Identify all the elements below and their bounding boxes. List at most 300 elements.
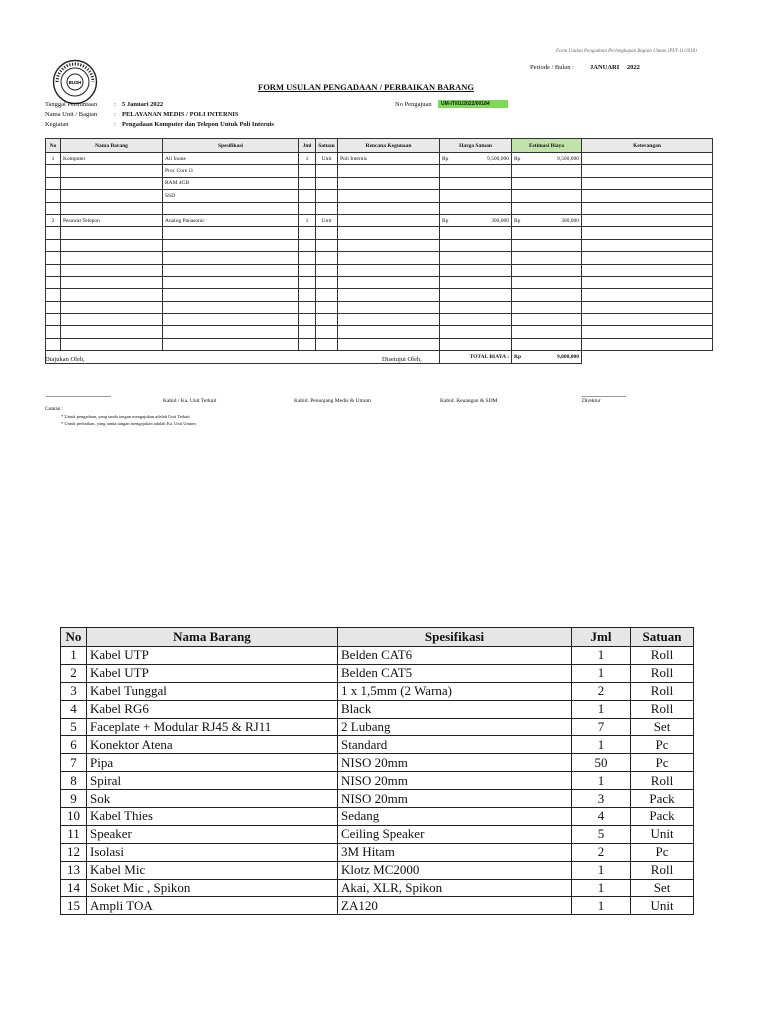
- cell-jml: [299, 177, 316, 189]
- items-cell-no: 13: [61, 861, 87, 879]
- cell-no: [46, 227, 61, 239]
- sign-role-3: Kabid. Keuangan & SDM: [440, 398, 498, 404]
- items-cell-no: 14: [61, 879, 87, 897]
- cell-nama-barang: [61, 264, 163, 276]
- items-cell-spesifikasi: Ceiling Speaker: [338, 825, 572, 843]
- cell-jml: [299, 314, 316, 326]
- cell-rencana: [338, 338, 440, 350]
- items-cell-jml: 1: [572, 700, 631, 718]
- cell-jml: [299, 326, 316, 338]
- cell-harga: [440, 214, 512, 226]
- cell-estimasi: [512, 301, 582, 313]
- cell-no: [46, 264, 61, 276]
- cell-harga: [440, 165, 512, 177]
- items-cell-jml: 7: [572, 718, 631, 736]
- cell-nama-barang: [61, 252, 163, 264]
- items-cell-nama-barang: Konektor Atena: [87, 736, 338, 754]
- col-jml: Jml: [299, 139, 316, 153]
- items-cell-nama-barang: Kabel Thies: [87, 808, 338, 826]
- items-cell-jml: 1: [572, 772, 631, 790]
- cell-harga: [440, 338, 512, 350]
- cell-no: [46, 177, 61, 189]
- items-col-nama-barang: Nama Barang: [87, 628, 338, 647]
- items-cell-satuan: Unit: [631, 825, 694, 843]
- colon: :: [114, 121, 116, 128]
- cell-spesifikasi: [163, 338, 299, 350]
- items-cell-spesifikasi: 3M Hitam: [338, 843, 572, 861]
- items-cell-nama-barang: Kabel UTP: [87, 664, 338, 682]
- items-cell-jml: 1: [572, 897, 631, 915]
- cell-nama-barang: [61, 165, 163, 177]
- cell-keterangan: [582, 239, 713, 251]
- items-cell-nama-barang: Sok: [87, 790, 338, 808]
- hospital-logo: [52, 59, 98, 105]
- total-row: [46, 351, 713, 363]
- items-row: [61, 754, 694, 772]
- cell-jml: [299, 276, 316, 288]
- items-cell-jml: 2: [572, 682, 631, 700]
- signature-line: [46, 396, 111, 397]
- items-row: [61, 718, 694, 736]
- cell-rencana: [338, 301, 440, 313]
- cell-spesifikasi: SSD: [163, 190, 299, 202]
- form-row: [46, 326, 713, 338]
- cell-harga: [440, 190, 512, 202]
- kegiatan-value: Pengadaan Komputer dan Telepon Untuk Poli Internis: [122, 121, 274, 128]
- items-row: [61, 861, 694, 879]
- cell-nama-barang: [61, 227, 163, 239]
- cell-rencana: [338, 239, 440, 251]
- col-keterangan: Keterangan: [582, 139, 713, 153]
- disetujui-label: Disetujui Oleh,: [382, 356, 422, 363]
- total-label: TOTAL BIAYA :: [440, 351, 512, 363]
- cell-jml: [299, 301, 316, 313]
- items-table: [60, 627, 694, 915]
- items-cell-satuan: Roll: [631, 682, 694, 700]
- cell-harga: [440, 276, 512, 288]
- col-satuan: Satuan: [316, 139, 338, 153]
- cell-rencana: [338, 276, 440, 288]
- cell-no: [46, 276, 61, 288]
- items-cell-no: 11: [61, 825, 87, 843]
- cell-rencana: [338, 289, 440, 301]
- items-col-satuan: Satuan: [631, 628, 694, 647]
- cell-jml: [299, 190, 316, 202]
- cell-jml: [299, 239, 316, 251]
- cell-keterangan: [582, 252, 713, 264]
- cell-harga: [440, 326, 512, 338]
- form-row: [46, 252, 713, 264]
- sign-role-1: Kabid / Ka. Unit Terkait: [163, 398, 217, 404]
- form-row: [46, 177, 713, 189]
- col-rencana: Rencana Kegunaan: [338, 139, 440, 153]
- periode-label: Periode / Bulan :: [530, 64, 574, 71]
- cell-keterangan: [582, 289, 713, 301]
- cell-spesifikasi: [163, 326, 299, 338]
- cell-no: [46, 301, 61, 313]
- items-cell-nama-barang: Kabel Tunggal: [87, 682, 338, 700]
- cell-rencana: [338, 326, 440, 338]
- cell-nama-barang: [61, 239, 163, 251]
- cell-keterangan: [582, 314, 713, 326]
- items-col-no: No: [61, 628, 87, 647]
- cell-spesifikasi: [163, 227, 299, 239]
- items-cell-satuan: Roll: [631, 772, 694, 790]
- form-row: [46, 165, 713, 177]
- estimasi-rp: Rp: [514, 155, 521, 162]
- cell-satuan: [316, 252, 338, 264]
- cell-keterangan: [582, 301, 713, 313]
- items-cell-no: 1: [61, 647, 87, 665]
- items-cell-satuan: Roll: [631, 861, 694, 879]
- colon: :: [114, 111, 116, 118]
- items-cell-no: 2: [61, 664, 87, 682]
- cell-nama-barang: Pesawat Telepon: [61, 214, 163, 226]
- cell-no: [46, 165, 61, 177]
- cell-keterangan: [582, 190, 713, 202]
- note-line: * Untuk perbaikan, yang tanda tangan mengajukan adalah Ka. Unit Umum: [61, 421, 196, 426]
- items-cell-nama-barang: Isolasi: [87, 843, 338, 861]
- cell-harga: [440, 301, 512, 313]
- cell-spesifikasi: [163, 289, 299, 301]
- form-row: [46, 239, 713, 251]
- cell-nama-barang: [61, 190, 163, 202]
- items-cell-no: 8: [61, 772, 87, 790]
- unit-value: PELAYANAN MEDIS / POLI INTERNIS: [122, 111, 239, 118]
- cell-keterangan: [582, 264, 713, 276]
- items-cell-no: 15: [61, 897, 87, 915]
- logo-text: BUSH: [68, 80, 82, 85]
- harga-value: 9,500,000: [487, 155, 509, 162]
- items-row: [61, 808, 694, 826]
- items-cell-spesifikasi: 2 Lubang: [338, 718, 572, 736]
- items-cell-spesifikasi: NISO 20mm: [338, 754, 572, 772]
- cell-nama-barang: [61, 202, 163, 214]
- cell-rencana: [338, 190, 440, 202]
- items-cell-no: 12: [61, 843, 87, 861]
- form-table: [45, 138, 713, 364]
- col-no: No: [46, 139, 61, 153]
- cell-keterangan: [582, 202, 713, 214]
- items-cell-satuan: Roll: [631, 700, 694, 718]
- items-col-jml: Jml: [572, 628, 631, 647]
- items-cell-no: 10: [61, 808, 87, 826]
- items-cell-satuan: Unit: [631, 897, 694, 915]
- items-row: [61, 825, 694, 843]
- cell-estimasi: [512, 252, 582, 264]
- cell-nama-barang: [61, 177, 163, 189]
- cell-spesifikasi: Proc Core i3: [163, 165, 299, 177]
- items-row: [61, 736, 694, 754]
- col-harga: Harga Satuan: [440, 139, 512, 153]
- colon: :: [114, 101, 116, 108]
- cell-harga: [440, 153, 512, 165]
- cell-keterangan: [582, 227, 713, 239]
- items-cell-jml: 5: [572, 825, 631, 843]
- cell-jml: [299, 252, 316, 264]
- items-row: [61, 647, 694, 665]
- items-row: [61, 843, 694, 861]
- cell-keterangan: [582, 177, 713, 189]
- cell-harga: [440, 252, 512, 264]
- items-cell-spesifikasi: Belden CAT5: [338, 664, 572, 682]
- items-cell-spesifikasi: 1 x 1,5mm (2 Warna): [338, 682, 572, 700]
- cell-satuan: [316, 190, 338, 202]
- form-row: [46, 276, 713, 288]
- col-nama-barang: Nama Barang: [61, 139, 163, 153]
- items-cell-no: 7: [61, 754, 87, 772]
- cell-rencana: [338, 227, 440, 239]
- items-cell-nama-barang: Kabel UTP: [87, 647, 338, 665]
- estimasi-value: 9,500,000: [557, 155, 579, 162]
- cell-harga: [440, 177, 512, 189]
- cell-rencana: [338, 314, 440, 326]
- form-row: [46, 153, 713, 165]
- items-cell-jml: 50: [572, 754, 631, 772]
- cell-jml: [299, 202, 316, 214]
- form-row: [46, 227, 713, 239]
- items-cell-spesifikasi: Belden CAT6: [338, 647, 572, 665]
- cell-spesifikasi: RAM 4GB: [163, 177, 299, 189]
- cell-estimasi: [512, 190, 582, 202]
- cell-no: [46, 252, 61, 264]
- diajukan-label: Diajukan Oleh,: [45, 356, 85, 363]
- cell-no: [46, 326, 61, 338]
- kegiatan-label: Kegiatan: [45, 121, 69, 128]
- cell-keterangan: [582, 214, 713, 226]
- items-row: [61, 790, 694, 808]
- cell-rencana: [338, 252, 440, 264]
- cell-satuan: [316, 289, 338, 301]
- cell-estimasi: [512, 165, 582, 177]
- items-col-spesifikasi: Spesifikasi: [338, 628, 572, 647]
- items-row: [61, 682, 694, 700]
- cell-nama-barang: [61, 276, 163, 288]
- cell-no: [46, 338, 61, 350]
- form-row: [46, 301, 713, 313]
- pengajuan-value: UM-IT/01/2022/00184: [438, 100, 508, 108]
- cell-spesifikasi: [163, 276, 299, 288]
- items-cell-satuan: Roll: [631, 647, 694, 665]
- cell-jml: 1: [299, 214, 316, 226]
- cell-satuan: [316, 264, 338, 276]
- form-row: [46, 264, 713, 276]
- items-cell-jml: 1: [572, 861, 631, 879]
- note-line: * Untuk pengadaan, yang tanda tangan mengajukan adalah Unit Terkait: [61, 414, 190, 419]
- items-cell-nama-barang: Kabel RG6: [87, 700, 338, 718]
- cell-harga: [440, 227, 512, 239]
- items-row: [61, 897, 694, 915]
- cell-satuan: [316, 314, 338, 326]
- items-cell-spesifikasi: ZA120: [338, 897, 572, 915]
- col-estimasi: Estimasi Biaya: [512, 139, 582, 153]
- cell-keterangan: [582, 153, 713, 165]
- notes-title: Catatan :: [45, 407, 63, 412]
- items-cell-satuan: Pc: [631, 843, 694, 861]
- cell-nama-barang: [61, 289, 163, 301]
- cell-rencana: Poli Internis: [338, 153, 440, 165]
- items-cell-satuan: Pc: [631, 754, 694, 772]
- items-cell-jml: 1: [572, 647, 631, 665]
- items-row: [61, 879, 694, 897]
- form-row: [46, 289, 713, 301]
- items-row: [61, 664, 694, 682]
- items-cell-spesifikasi: NISO 20mm: [338, 790, 572, 808]
- cell-nama-barang: [61, 314, 163, 326]
- cell-rencana: [338, 177, 440, 189]
- items-cell-nama-barang: Faceplate + Modular RJ45 & RJ11: [87, 718, 338, 736]
- harga-value: 300,000: [491, 217, 509, 224]
- items-cell-jml: 1: [572, 736, 631, 754]
- cell-harga: [440, 202, 512, 214]
- cell-nama-barang: [61, 301, 163, 313]
- cell-rencana: [338, 165, 440, 177]
- cell-rencana: [338, 214, 440, 226]
- items-cell-spesifikasi: Akai, XLR, Spikon: [338, 879, 572, 897]
- total-value: 9,800,000: [557, 353, 579, 360]
- cell-spesifikasi: [163, 202, 299, 214]
- col-spesifikasi: Spesifikasi: [163, 139, 299, 153]
- items-cell-jml: 1: [572, 664, 631, 682]
- cell-spesifikasi: [163, 252, 299, 264]
- cell-estimasi: [512, 338, 582, 350]
- items-cell-no: 9: [61, 790, 87, 808]
- form-code: Form Usulan Pengadaan Perlengkapan Bagian Umum (PLT-11/2018): [556, 49, 697, 54]
- cell-harga: [440, 264, 512, 276]
- total-rp: Rp: [514, 353, 522, 360]
- page-title: FORM USULAN PENGADAAN / PERBAIKAN BARANG: [258, 82, 475, 92]
- cell-spesifikasi: [163, 264, 299, 276]
- form-row: [46, 190, 713, 202]
- items-cell-no: 6: [61, 736, 87, 754]
- cell-nama-barang: [61, 338, 163, 350]
- cell-rencana: [338, 202, 440, 214]
- cell-spesifikasi: Analog Panasonic: [163, 214, 299, 226]
- items-cell-nama-barang: Ampli TOA: [87, 897, 338, 915]
- cell-jml: [299, 338, 316, 350]
- items-cell-no: 4: [61, 700, 87, 718]
- cell-harga: [440, 289, 512, 301]
- cell-jml: 1: [299, 153, 316, 165]
- cell-estimasi: [512, 264, 582, 276]
- cell-no: [46, 202, 61, 214]
- items-cell-nama-barang: Spiral: [87, 772, 338, 790]
- cell-estimasi: [512, 239, 582, 251]
- cell-jml: [299, 227, 316, 239]
- cell-estimasi: [512, 314, 582, 326]
- signature-line: [582, 396, 626, 397]
- cell-jml: [299, 289, 316, 301]
- items-cell-spesifikasi: Klotz MC2000: [338, 861, 572, 879]
- items-cell-jml: 3: [572, 790, 631, 808]
- form-row: [46, 338, 713, 350]
- items-cell-satuan: Pack: [631, 808, 694, 826]
- sign-role-2: Kabid. Penunjang Medis & Umum: [294, 398, 371, 404]
- cell-satuan: Unit: [316, 153, 338, 165]
- items-cell-nama-barang: Soket Mic , Spikon: [87, 879, 338, 897]
- items-cell-satuan: Set: [631, 879, 694, 897]
- cell-spesifikasi: [163, 301, 299, 313]
- cell-estimasi: [512, 153, 582, 165]
- cell-estimasi: [512, 177, 582, 189]
- cell-nama-barang: Komputer: [61, 153, 163, 165]
- items-cell-jml: 2: [572, 843, 631, 861]
- sign-role-4: Direktur: [582, 398, 601, 404]
- cell-estimasi: [512, 276, 582, 288]
- items-cell-nama-barang: Kabel Mic: [87, 861, 338, 879]
- cell-satuan: [316, 165, 338, 177]
- cell-rencana: [338, 264, 440, 276]
- cell-satuan: [316, 338, 338, 350]
- cell-estimasi: [512, 289, 582, 301]
- cell-estimasi: [512, 227, 582, 239]
- estimasi-value: 300,000: [561, 217, 579, 224]
- form-row: [46, 314, 713, 326]
- cell-spesifikasi: [163, 239, 299, 251]
- cell-keterangan: [582, 326, 713, 338]
- cell-satuan: [316, 301, 338, 313]
- items-cell-nama-barang: Pipa: [87, 754, 338, 772]
- cell-satuan: [316, 177, 338, 189]
- items-row: [61, 772, 694, 790]
- cell-estimasi: [512, 326, 582, 338]
- unit-label: Nama Unit / Bagian: [45, 111, 98, 118]
- form-row: [46, 214, 713, 226]
- cell-harga: [440, 314, 512, 326]
- items-cell-spesifikasi: Black: [338, 700, 572, 718]
- items-cell-jml: 4: [572, 808, 631, 826]
- cell-estimasi: [512, 214, 582, 226]
- items-cell-satuan: Pack: [631, 790, 694, 808]
- cell-estimasi: [512, 202, 582, 214]
- estimasi-rp: Rp: [514, 217, 521, 224]
- cell-no: [46, 239, 61, 251]
- cell-spesifikasi: [163, 314, 299, 326]
- cell-satuan: [316, 239, 338, 251]
- items-cell-spesifikasi: NISO 20mm: [338, 772, 572, 790]
- tanggal-label: Tanggal Permintaan: [45, 101, 98, 108]
- cell-satuan: [316, 326, 338, 338]
- cell-keterangan: [582, 276, 713, 288]
- items-cell-satuan: Set: [631, 718, 694, 736]
- items-cell-spesifikasi: Sedang: [338, 808, 572, 826]
- cell-satuan: [316, 276, 338, 288]
- cell-no: [46, 314, 61, 326]
- cell-jml: [299, 165, 316, 177]
- harga-rp: Rp: [442, 155, 449, 162]
- form-row: [46, 202, 713, 214]
- cell-no: [46, 289, 61, 301]
- total-cell: [512, 351, 582, 363]
- items-cell-no: 5: [61, 718, 87, 736]
- items-cell-no: 3: [61, 682, 87, 700]
- cell-keterangan: [582, 338, 713, 350]
- cell-harga: [440, 239, 512, 251]
- cell-no: 2: [46, 214, 61, 226]
- cell-keterangan: [582, 165, 713, 177]
- cell-no: 1: [46, 153, 61, 165]
- cell-satuan: Unit: [316, 214, 338, 226]
- items-cell-nama-barang: Speaker: [87, 825, 338, 843]
- cell-satuan: [316, 227, 338, 239]
- periode-value: JANUARI 2022: [590, 64, 640, 71]
- items-cell-jml: 1: [572, 879, 631, 897]
- harga-rp: Rp: [442, 217, 449, 224]
- items-cell-satuan: Pc: [631, 736, 694, 754]
- cell-satuan: [316, 202, 338, 214]
- cell-no: [46, 190, 61, 202]
- cell-nama-barang: [61, 326, 163, 338]
